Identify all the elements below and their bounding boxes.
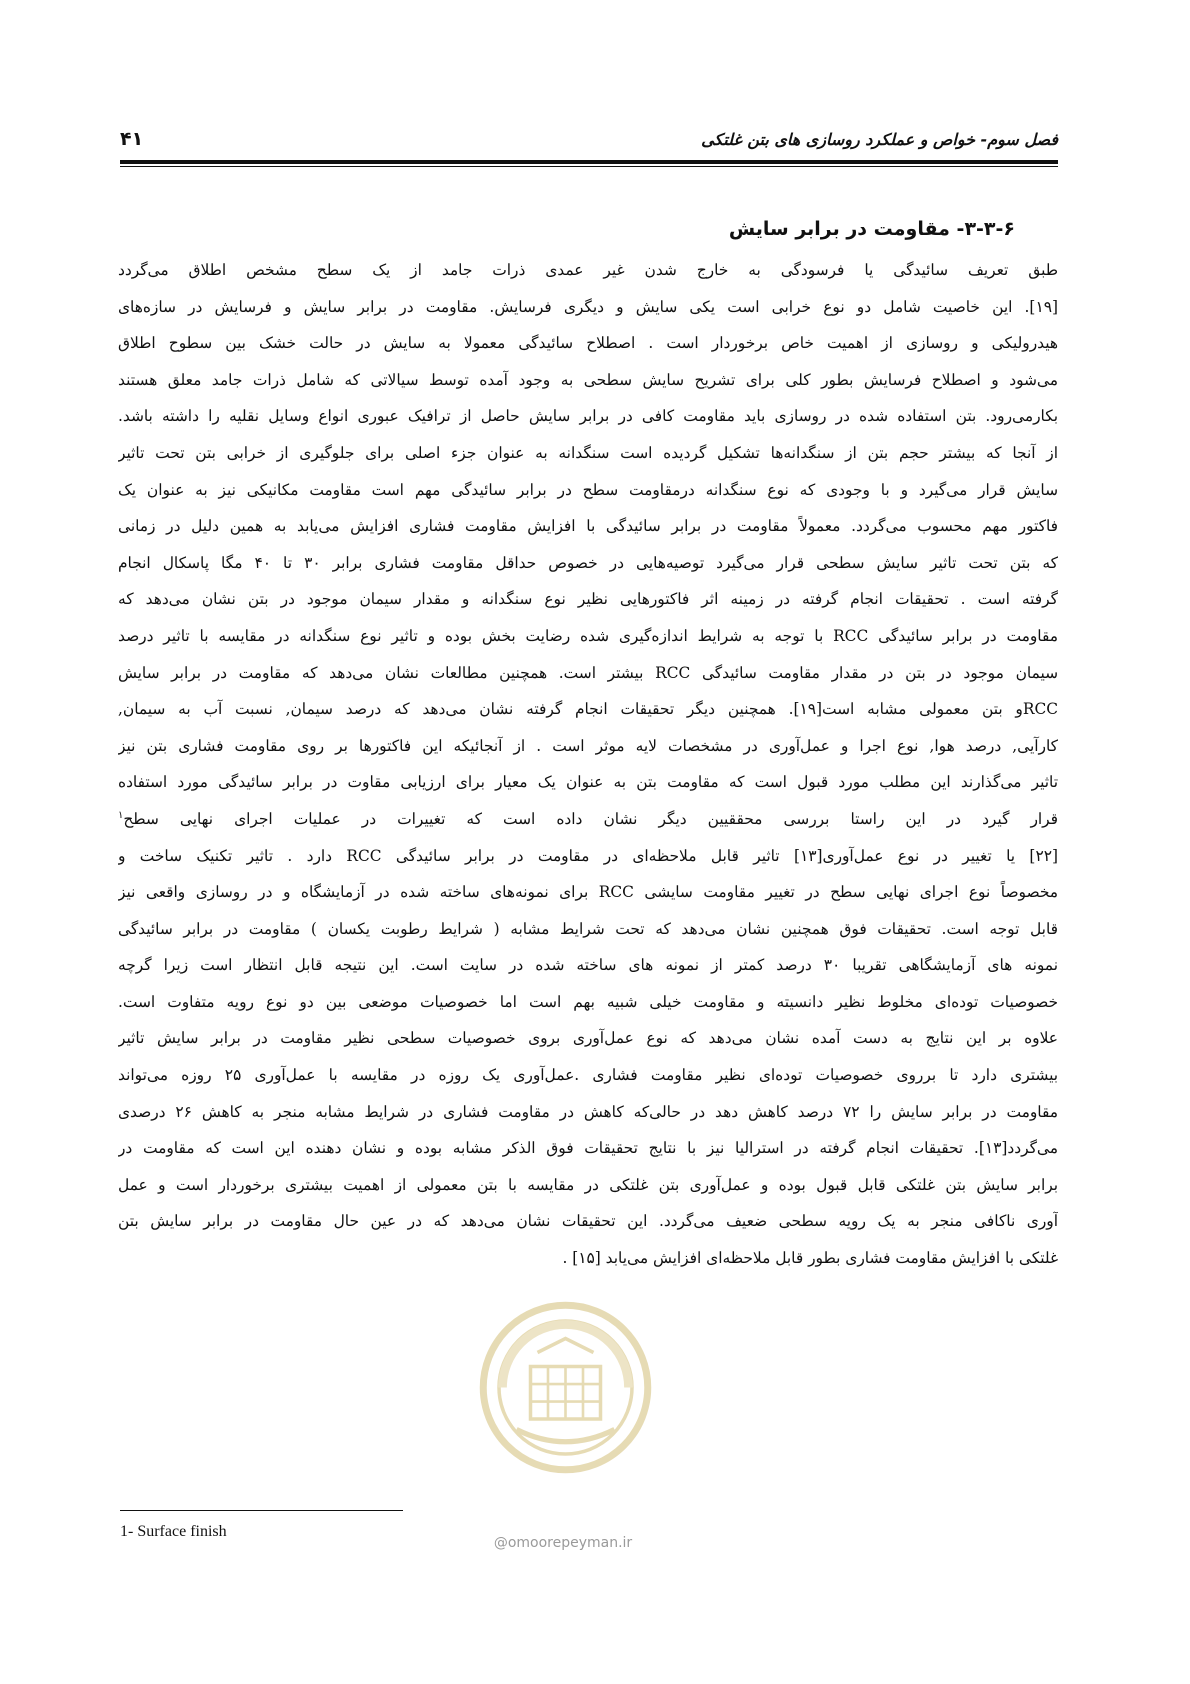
body-line: مقاومت در برابر سائیدگی RCC با توجه به شرایط اندازه‌گیری شده رضایت بخش بوده و تاثیر نوع سنگدانه در مقایسه با تاثیر درصد: [118, 626, 1058, 645]
body-line: سایش قرار می‌گیرد و با وجودی که نوع سنگدانه درمقاومت سطح در برابر سائیدگی مهم است مقاومت مکانیکی نیز به عنوان یک: [118, 480, 1058, 499]
section-title: ۳-۳-۶- مقاومت در برابر سایش: [728, 218, 1015, 240]
body-text: [118, 252, 1058, 1277]
body-line: طبق تعریف سائیدگی یا فرسودگی به خارج شدن غیر عمدی ذرات جامد از یک سطح مشخص اطلاق می‌گردد: [118, 261, 1058, 279]
body-line: بکارمی‌رود. بتن استفاده شده در روسازی باید مقاومت کافی در برابر سایش حاصل از ترافیک عبوری انواع وسایل نقلیه را داشته باشد.: [118, 407, 1058, 426]
body-line: علاوه بر این نتایج به دست آمده نشان می‌دهد که نوع عمل‌آوری بروی خصوصیات سطحی نظیر مقاومت در برابر سایش تاثیر: [118, 1029, 1058, 1048]
body-line: نمونه های آزمایشگاهی تقریبا ۳۰ درصد کمتر از نمونه های ساخته شده در سایت است. این نتیجه قابل انتظار است زیرا گرچه: [118, 956, 1058, 975]
body-line-last: غلتکی با افزایش مقاومت فشاری بطور قابل ملاحظه‌ای افزایش می‌یابد [۱۵] .: [562, 1249, 1058, 1268]
page-number: ۴۱: [120, 128, 144, 150]
body-line: کارآیی, درصد هوا, نوع اجرا و عمل‌آوری در مشخصات لایه موثر است . از آنجائیکه این فاکتورها بر روی مقاومت فشاری بتن نیز: [118, 736, 1058, 755]
watermark-text: @omoorepeyman.ir: [493, 1535, 633, 1551]
footnote-marker: ۱: [118, 809, 124, 821]
page-header: [120, 128, 1058, 162]
body-line: آوری ناکافی منجر به یک رویه سطحی ضعیف می‌گردد. این تحقیقات نشان می‌دهد که در عین حال مقاومت در برابر سایش بتن: [118, 1212, 1058, 1231]
body-line: مقاومت در برابر سایش را ۷۲ درصد کاهش دهد در حالی‌که کاهش در مقاومت فشاری در شرایط مشابه منجر به کاهش ۲۶ درصدی: [118, 1102, 1058, 1121]
chapter-title: فصل سوم- خواص و عملکرد روسازی های بتن غلتکی: [701, 130, 1058, 149]
body-line: می‌شود و اصطلاح فرسایش بطور کلی برای تشریح سایش سطحی به وجود آمده توسط سیالاتی که شامل ذرات جامد معلق هستند: [118, 370, 1058, 389]
body-line: [۲۲] یا تغییر در نوع عمل‌آوری[۱۳] تاثیر قابل ملاحظه‌ای در مقاومت در برابر سائیدگی RCC دارد . تاثیر تکنیک ساخت و: [118, 846, 1058, 865]
body-line: قابل توجه است. تحقیقات فوق همچنین نشان می‌دهد که تحت شرایط مشابه ( شرایط رطوبت یکسان ) مقاومت در برابر سائیدگی: [118, 919, 1058, 938]
watermark-seal-icon: [478, 1300, 653, 1475]
footnote-rule: [120, 1510, 403, 1511]
footnote: 1- Surface finish: [120, 1523, 227, 1540]
body-line: هیدرولیکی و روسازی از اهمیت خاص برخوردار است . اصطلاح سائیدگی معمولا به سایش در حالت خشک بین سطوح اطلاق: [118, 334, 1058, 353]
body-line: سیمان موجود در بتن در مقدار مقاومت سائیدگی RCC بیشتر است. همچنین مطالعات نشان می‌دهد که مقاومت در برابر سایش: [118, 663, 1058, 682]
header-rule-thin: [120, 166, 1058, 167]
body-line: تاثیر می‌گذارند این مطلب مورد قبول است که مقاومت بتن به عنوان یک معیار برای ارزیابی مقاوت در برابر سائیدگی مورد استفاده: [118, 773, 1058, 792]
body-line: که بتن تحت تاثیر سایش سطحی قرار می‌گیرد توصیه‌هایی در خصوص حداقل مقاومت فشاری برابر ۳۰ تا ۴۰ مگا پاسکال انجام: [118, 553, 1058, 572]
body-line: [۱۹]. این خاصیت شامل دو نوع خرابی است یکی سایش و دیگری فرسایش. مقاومت در برابر سایش و فرسایش در سازه‌های: [118, 297, 1058, 316]
body-line: می‌گردد[۱۳]. تحقیقات انجام گرفته در استرالیا نیز با نتایج تحقیقات فوق الذکر مشابه بوده و نشان دهنده این است که مقاومت در: [118, 1139, 1058, 1158]
header-rule-thick: [120, 160, 1058, 164]
body-line: برابر سایش بتن غلتکی قابل قبول بوده و عمل‌آوری بتن غلتکی در مقایسه با بتن معمولی از اهمیت بیشتری برخوردار است و عمل: [118, 1175, 1058, 1194]
body-line: از آنجا که بیشتر حجم بتن از سنگدانه‌ها تشکیل گردیده است سنگدانه به عنوان جزء اصلی برای جلوگیری از خرابی بتن تحت تاثیر: [118, 443, 1058, 462]
body-line-text: قرار گیرد در این راستا بررسی محققیین دیگر نشان داده است که تغییرات در عملیات اجرای نهایی سطح: [123, 809, 1058, 828]
body-line: خصوصیات توده‌ای مخلوط نظیر دانسیته و مقاومت خیلی شبیه بهم است اما خصوصیات موضعی بین دو نوع رویه متفاوت است.: [118, 992, 1058, 1011]
body-line: گرفته است . تحقیقات انجام گرفته در زمینه اثر فاکتورهایی نظیر نوع سنگدانه و مقدار سیمان موجود در بتن نشان می‌دهد که: [118, 590, 1058, 609]
body-line-with-footnote: [118, 801, 1058, 838]
body-line: فاکتور مهم محسوب می‌گردد. معمولاً مقاومت در برابر سائیدگی با افزایش مقاومت فشاری افزایش می‌یابد به همین دلیل در زمانی: [118, 517, 1058, 536]
body-line: RCCو بتن معمولی مشابه است[۱۹]. همچنین دیگر تحقیقات انجام گرفته نشان می‌دهد که درصد سیمان, نسبت آب به سیمان,: [118, 700, 1058, 719]
body-line: بیشتری دارد تا برروی خصوصیات توده‌ای نظیر مقاومت فشاری .عمل‌آوری یک روزه در مقایسه با عمل‌آوری ۲۵ روزه می‌تواند: [118, 1066, 1058, 1085]
body-line: مخصوصاً نوع اجرای نهایی سطح در تغییر مقاومت سایشی RCC برای نمونه‌های ساخته شده در آزمایشگاه و در روسازی واقعی نیز: [118, 883, 1058, 902]
